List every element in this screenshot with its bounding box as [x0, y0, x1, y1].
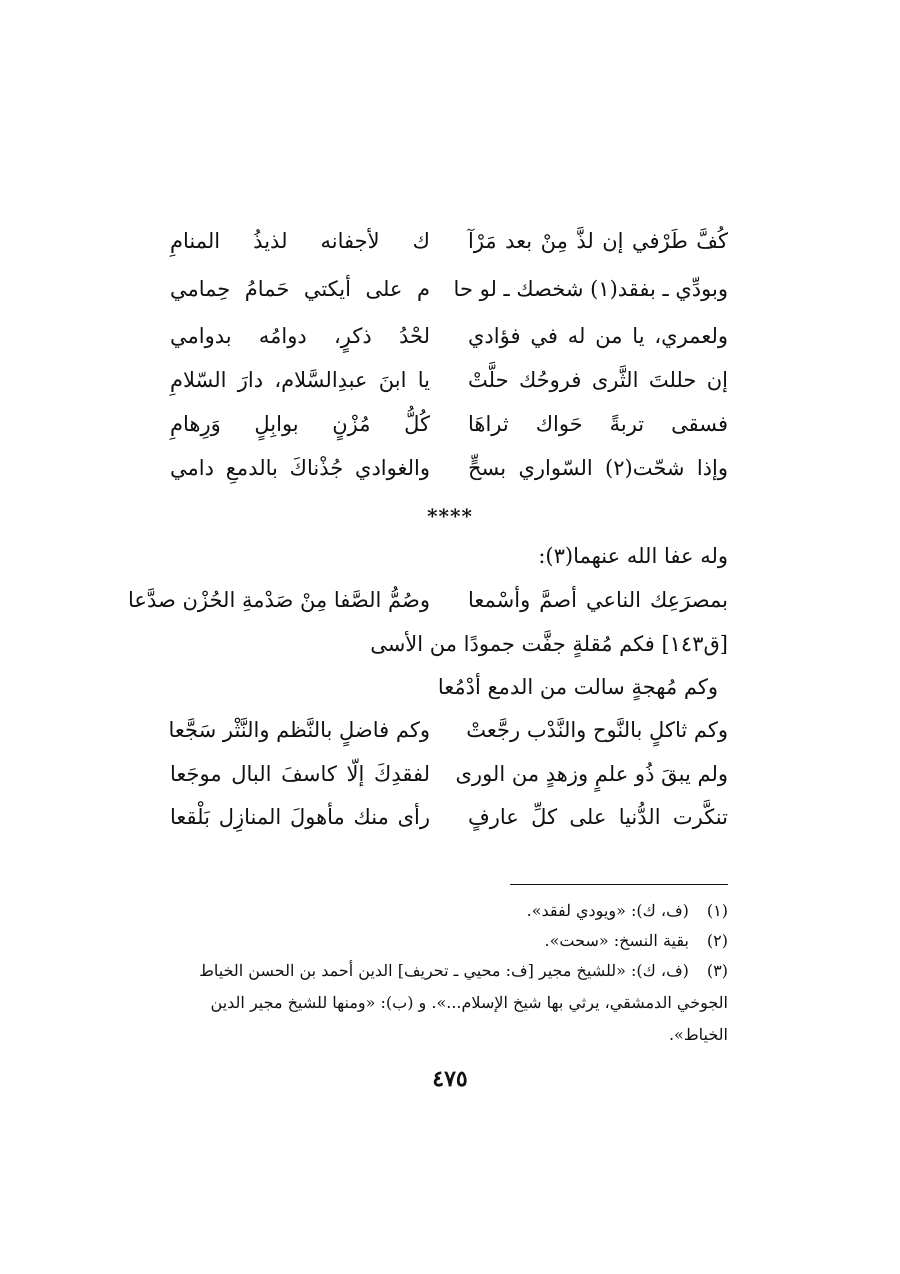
verse-hemistich-right: إن حللتَ الثَّرى فروحُك حلَّتْ — [468, 368, 728, 392]
verse-hemistich-left: لحْدُ ذكرٍ، دوامُه بدوامي — [170, 324, 430, 348]
verse-hemistich-left: م على أيكتي حَمامُ حِمامي — [170, 277, 430, 301]
footnote-number: (٢) — [706, 931, 728, 950]
footnote — [172, 896, 728, 926]
verse-hemistich-right: وبودِّي ـ بفقد(١) شخصك ـ لو حا — [453, 277, 728, 301]
footnote-number: (١) — [706, 901, 728, 920]
verse-hemistich-right: فسقى تربةً حَواك ثراهَا — [468, 412, 728, 436]
footnote-text: (ف، ك): «ويودي لفقد». — [526, 901, 689, 920]
verse-hemistich-left: لفقدِكَ إلّا كاسفَ البال موجَعا — [170, 762, 430, 786]
footnote-text: (ف، ك): «للشيخ مجير [ف: محيي ـ تحريف] الدين أحمد بن الحسن الخياط — [199, 961, 689, 980]
poem-intro: وله عفا الله عنهما(٣): — [538, 544, 728, 568]
folio-marker-line: [ق١٤٣] فكم مُقلةٍ جفَّت جمودًا من الأسى — [370, 632, 728, 656]
section-separator: **** — [427, 504, 473, 528]
page-number: ٤٧٥ — [432, 1066, 468, 1092]
verse-hemistich-right: بمصرَعِك الناعي أصمَّ وأسْمعا — [468, 588, 728, 612]
verse-hemistich-left: رأى منك مأهولَ المنازِل بَلْقعا — [170, 805, 430, 829]
verse-hemistich-left: والغوادي جُذْناكَ بالدمعِ دامي — [170, 456, 430, 480]
verse-hemistich-right: وكم ثاكلٍ بالنَّوح والنَّدْب رجَّعتْ — [466, 718, 728, 742]
verse-hemistich-right: ولعمري، يا من له في فؤادي — [468, 324, 728, 348]
verse-hemistich-left: وكم فاضلٍ بالنَّظم والنَّثْر سَجَّعا — [168, 718, 430, 742]
footnote-text: الخياط». — [668, 1025, 728, 1044]
verse-hemistich-right: كُفَّ طَرْفي إن لذَّ مِنْ بعد مَرْآ — [468, 229, 728, 253]
footnote — [172, 926, 728, 956]
verse-hemistich-left: ك لأجفانه لذيذُ المنامِ — [170, 229, 430, 253]
footnote-continuation — [172, 988, 728, 1018]
footnote-number: (٣) — [706, 961, 728, 980]
footnote-divider — [510, 884, 728, 885]
footnote — [172, 956, 728, 986]
footnote-text: بقية النسخ: «سحت». — [544, 931, 689, 950]
verse-hemistich-right: وإذا شحّت(٢) السّواري بسحٍّ — [468, 456, 728, 480]
footnote-text: الجوخي الدمشقي، يرثي بها شيخ الإسلام...». و (ب): «ومنها للشيخ مجير الدين — [210, 993, 728, 1012]
verse-hemistich-right: تنكَّرت الدُّنيا على كلِّ عارفٍ — [468, 805, 728, 829]
verse-hemistich-left: وصُمُّ الصَّفا مِنْ صَدْمةِ الحُزْن صدَّعا — [128, 588, 430, 612]
verse-hemistich-left: كُلُّ مُزْنٍ بوابِلٍ وَرِهامِ — [170, 412, 430, 436]
verse-hemistich-left: يا ابنَ عبدِالسَّلام، دارَ السّلامِ — [170, 368, 430, 392]
footnote-continuation — [172, 1020, 728, 1050]
verse-hemistich-right: ولم يبقَ ذُو علمٍ وزهدٍ من الورى — [455, 762, 728, 786]
verse-continuation: وكم مُهجةٍ سالت من الدمع أدْمُعا — [437, 675, 718, 699]
